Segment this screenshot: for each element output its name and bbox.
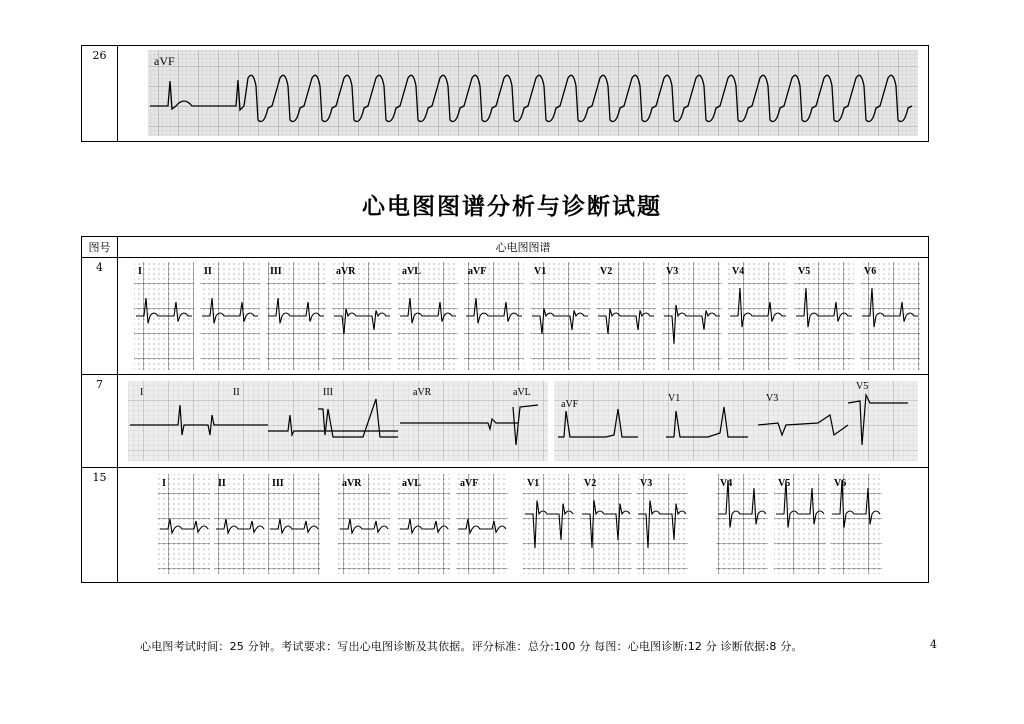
ecg-strip-26 — [118, 46, 928, 141]
lead-panel-avr — [338, 474, 390, 574]
lead-panel-v5 — [774, 474, 826, 574]
lead-label: V6 — [834, 478, 847, 489]
lead-panel-v3 — [636, 474, 688, 574]
lead-label-ii: II — [233, 387, 240, 398]
lead-panel-v5 — [794, 262, 854, 370]
lead-panel-ii — [214, 474, 266, 574]
lead-panel-ii — [200, 262, 260, 370]
lead-panel-avf — [456, 474, 508, 574]
lead-label: aVR — [336, 266, 356, 277]
lead-panel-v2 — [580, 474, 632, 574]
lead-label-v3: V3 — [766, 393, 779, 404]
ecg-12lead-4 — [118, 258, 928, 374]
lead-label: II — [204, 266, 212, 277]
row-number-15: 15 — [82, 468, 118, 583]
footer-note: 心电图考试时间：25 分钟。考试要求：写出心电图诊断及其依据。评分标准：总分:100 分 每图：心电图诊断:12 分 诊断依据:8 分。 — [140, 640, 803, 653]
lead-label: aVF — [460, 478, 479, 489]
lead-panel-iii — [268, 474, 320, 574]
lead-panel-avr — [332, 262, 392, 370]
ecg-cell — [118, 46, 929, 142]
lead-panel-iii — [266, 262, 326, 370]
lead-panel-i — [134, 262, 194, 370]
chest-lead-strip — [554, 381, 918, 461]
lead-label-avr: aVR — [413, 387, 432, 398]
lead-label: aVL — [402, 478, 421, 489]
ecg-cell-7 — [118, 375, 929, 468]
lead-panel-v4 — [716, 474, 768, 574]
page-number: 4 — [930, 638, 937, 651]
lead-panel-v1 — [530, 262, 590, 370]
lead-label: V5 — [778, 478, 791, 489]
lead-label: V1 — [527, 478, 540, 489]
item-26-table — [81, 45, 929, 142]
header-ecg: 心电图图谱 — [118, 237, 929, 258]
row-number-7: 7 — [82, 375, 118, 468]
lead-label: V5 — [798, 266, 811, 277]
lead-panel-i — [158, 474, 210, 574]
lead-label: III — [270, 266, 282, 277]
lead-panel-v3 — [662, 262, 722, 370]
lead-panel-v6 — [830, 474, 882, 574]
lead-label: V4 — [732, 266, 745, 277]
ecg-12lead-15 — [118, 468, 928, 582]
lead-label: V1 — [534, 266, 547, 277]
ecg-12lead-7 — [118, 375, 928, 467]
header-figure-number: 图号 — [82, 237, 118, 258]
lead-label: aVR — [342, 478, 362, 489]
lead-label: I — [162, 478, 166, 489]
item-number: 26 — [82, 46, 118, 142]
lead-panel-avl — [398, 262, 458, 370]
ecg-cell-15 — [118, 468, 929, 583]
lead-label: V3 — [666, 266, 679, 277]
lead-label: III — [272, 478, 284, 489]
lead-label-v5: V5 — [856, 381, 869, 392]
page-title: 心电图图谱分析与诊断试题 — [362, 194, 662, 220]
lead-label: V2 — [584, 478, 597, 489]
lead-label-v1: V1 — [668, 393, 681, 404]
lead-label: V4 — [720, 478, 733, 489]
lead-panel-v6 — [860, 262, 920, 370]
ecg-cell-4 — [118, 258, 929, 375]
lead-panel-avl — [398, 474, 450, 574]
lead-label: V3 — [640, 478, 653, 489]
lead-panel-v4 — [728, 262, 788, 370]
lead-label-avl: aVL — [513, 387, 531, 398]
lead-label: V2 — [600, 266, 613, 277]
lead-label: I — [138, 266, 142, 277]
lead-panel-v2 — [596, 262, 656, 370]
lead-label-avf: aVF — [154, 54, 175, 68]
lead-label-i: I — [140, 387, 144, 398]
lead-label-iii: III — [323, 387, 333, 398]
lead-panel-v1 — [523, 474, 575, 574]
ecg-question-table — [81, 236, 929, 583]
lead-label-avf: aVF — [561, 399, 579, 410]
limb-lead-strip — [128, 381, 548, 461]
lead-label: aVF — [468, 266, 487, 277]
lead-panel-avf — [464, 262, 524, 370]
lead-label: V6 — [864, 266, 877, 277]
lead-label: aVL — [402, 266, 421, 277]
row-number-4: 4 — [82, 258, 118, 375]
lead-label: II — [218, 478, 226, 489]
